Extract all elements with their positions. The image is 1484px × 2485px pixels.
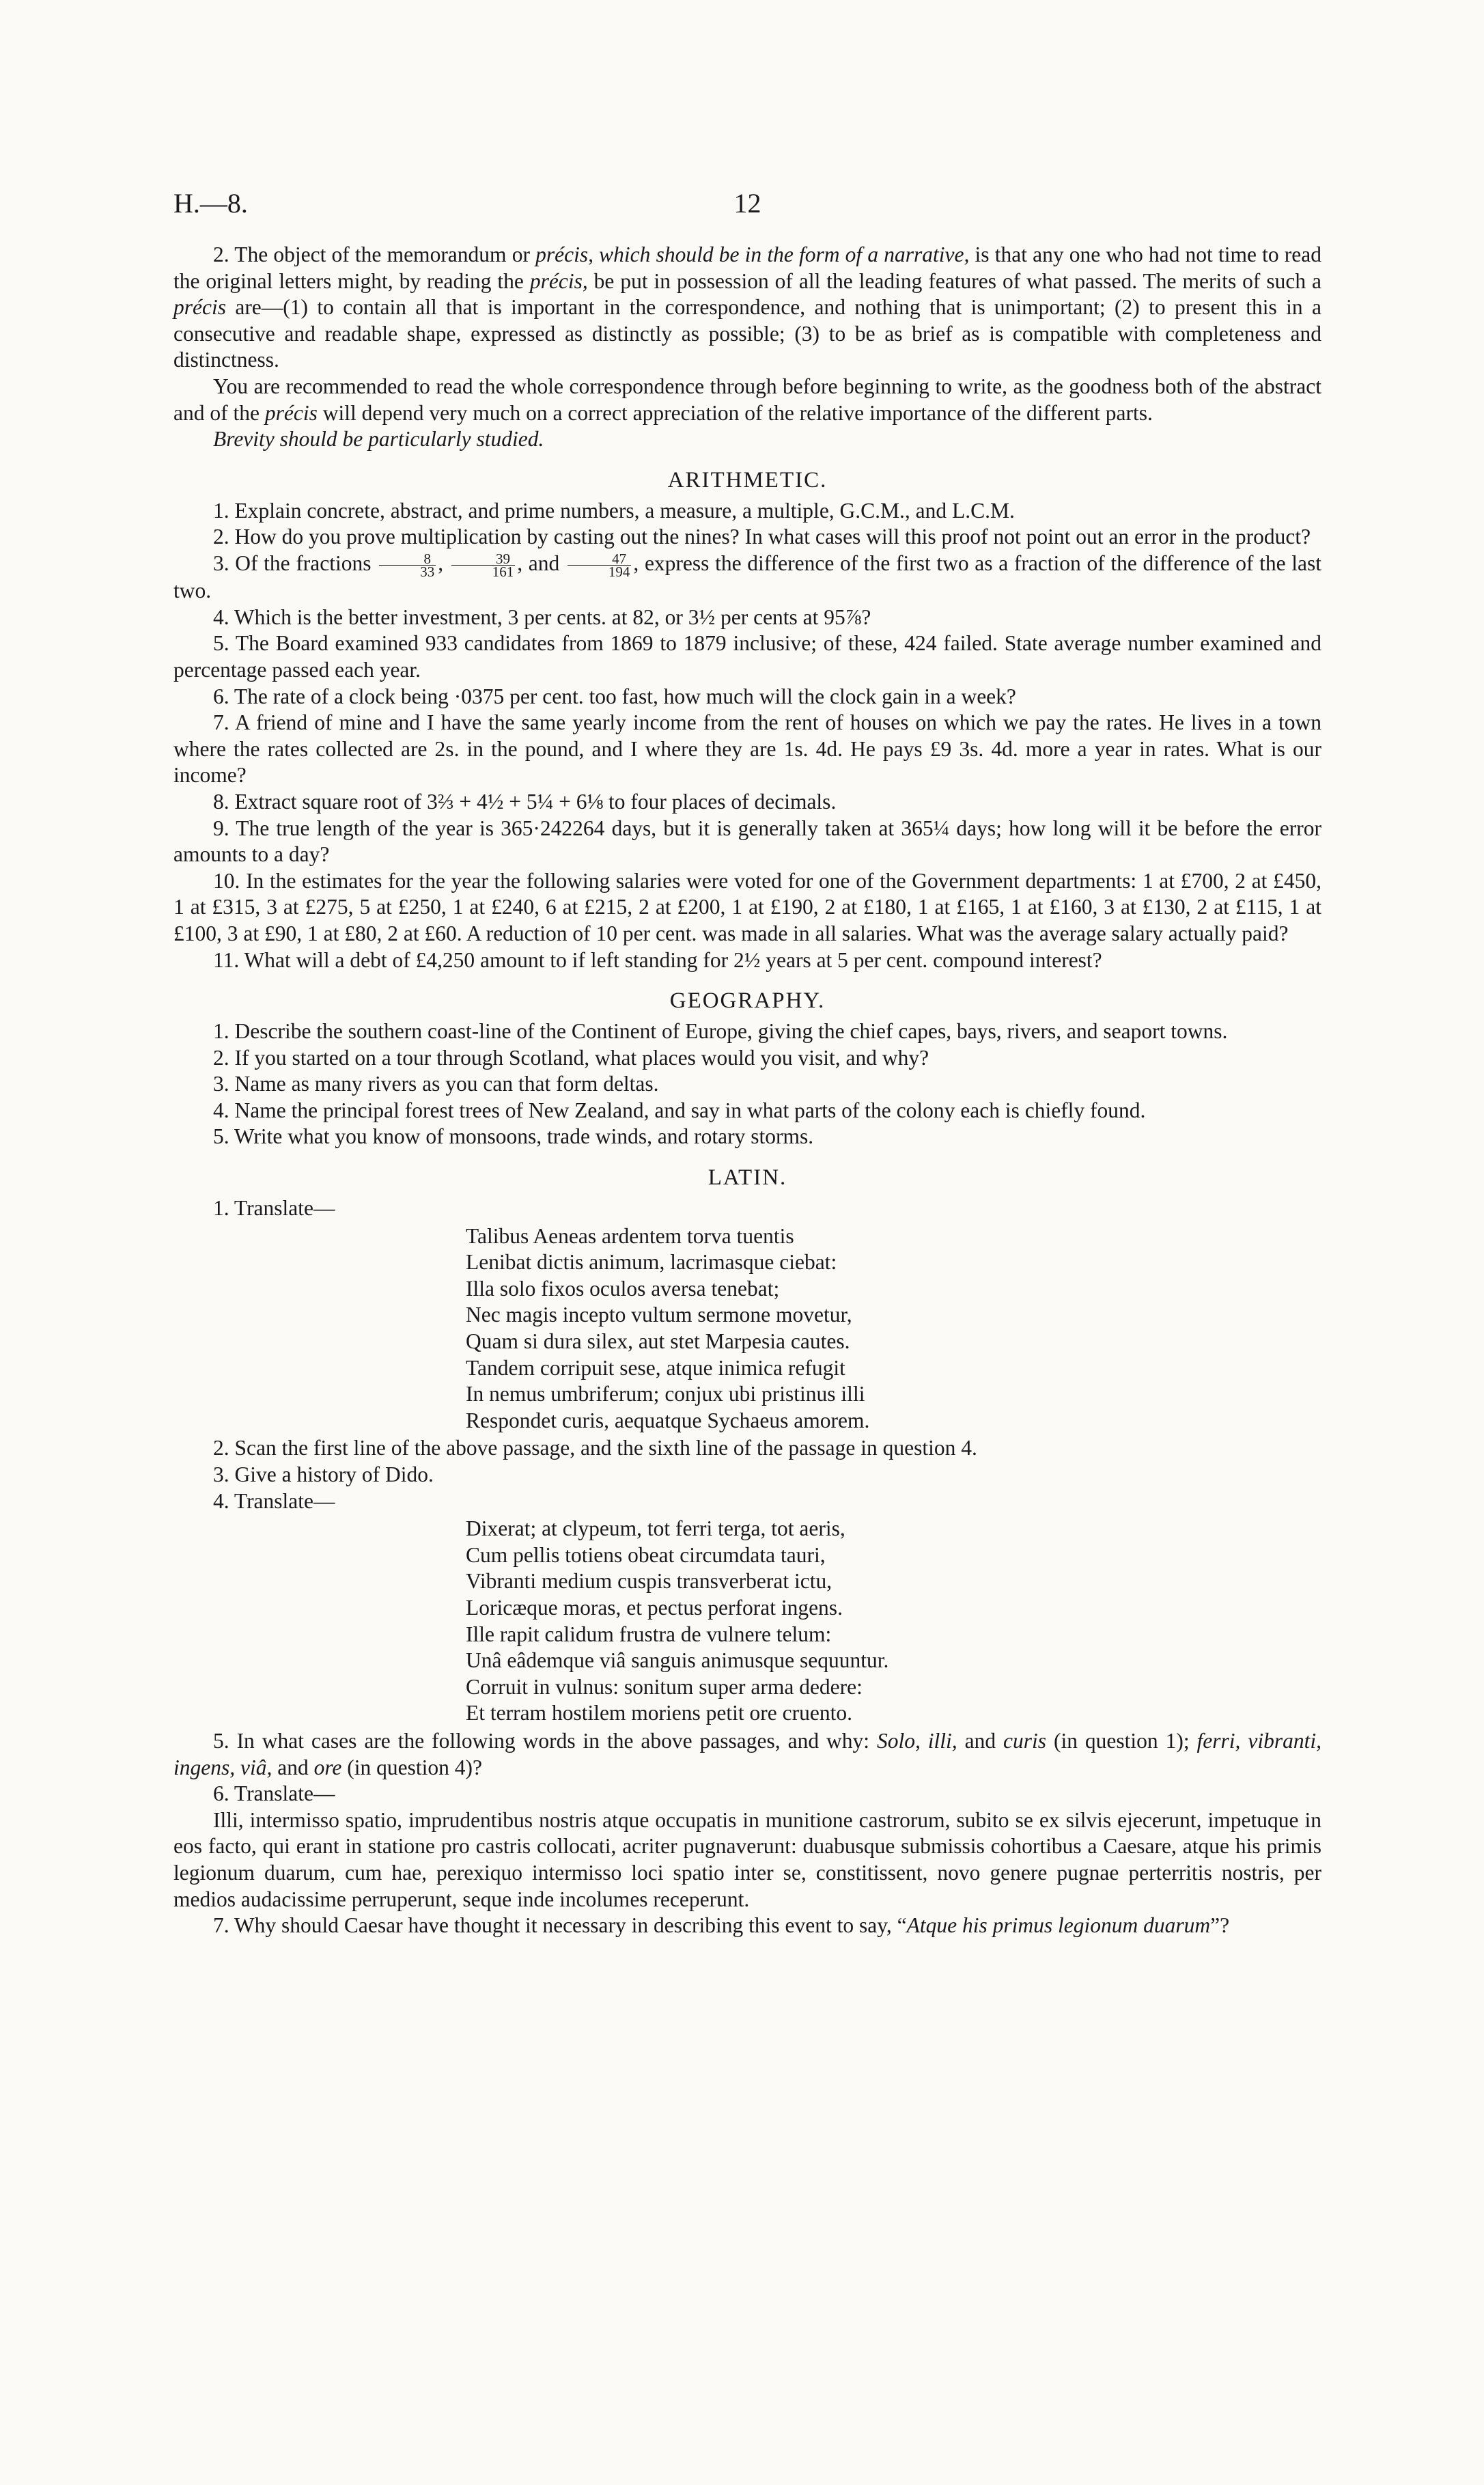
intro-paragraph-1: 2. The object of the memorandum or précis, which should be in the form of a narrative, is that any one who had not time to read the original letters might, by reading the précis, be put in possession of all the leading features of what passed. The merits of such a précis are—(1) to contain all that is important in the correspondence, and nothing that is unimportant; (2) to present this in a consecutive and readable shape, expressed as distinctly as possible; (3) to be as brief as is compatible with completeness and distinctness.: [173, 242, 1321, 372]
verse-line: Quam si dura silex, aut stet Marpesia cautes.: [466, 1329, 850, 1354]
verse-line: Illa solo fixos oculos aversa tenebat;: [466, 1276, 780, 1301]
verse-line: Cum pellis totiens obeat circumdata tauri,: [466, 1542, 826, 1567]
arithmetic-question-8: 8. Extract square root of 3⅔ + 4½ + 5¼ + 6⅛ to four places of decimals.: [213, 789, 837, 814]
latin-question-5: 5. In what cases are the following words in the above passages, and why: Solo, illi, and curis (in question 1); ferri, vibranti, ingens, viâ, and ore (in question 4)?: [173, 1728, 1321, 1779]
verse-line: Tandem corripuit sese, atque inimica refugit: [466, 1355, 845, 1380]
verse-line: Corruit in vulnus: sonitum super arma dedere:: [466, 1674, 863, 1699]
geography-question-1: 1. Describe the southern coast-line of the Continent of Europe, giving the chief capes, bays, rivers, and seaport towns.: [213, 1019, 1228, 1044]
latin-verse-1: [466, 1223, 1321, 1434]
arithmetic-question-1: 1. Explain concrete, abstract, and prime numbers, a measure, a multiple, G.C.M., and L.C.M.: [213, 498, 1015, 523]
verse-line: Lenibat dictis animum, lacrimasque ciebat:: [466, 1250, 837, 1275]
latin-question-7: 7. Why should Caesar have thought it necessary in describing this event to say, “Atque his primus legionum duarum”?: [213, 1913, 1230, 1938]
intro-paragraph-3: Brevity should be particularly studied.: [213, 427, 544, 452]
arithmetic-question-7: 7. A friend of mine and I have the same yearly income from the rent of houses on which we pay the rates. He lives in a town where the rates collected are 2s. in the pound, and I where they are 1s. 4d. He pays £9 3s. 4d. more a year in rates. What is our income?: [173, 710, 1321, 788]
verse-line: Nec magis incepto vultum sermone movetur,: [466, 1303, 852, 1327]
verse-line: Loricæque moras, et pectus perforat ingens.: [466, 1595, 843, 1620]
verse-line: In nemus umbriferum; conjux ubi pristinus illi: [466, 1382, 865, 1406]
latin-question-4-label: 4. Translate—: [213, 1488, 335, 1513]
verse-line: Talibus Aeneas ardentem torva tuentis: [466, 1223, 794, 1248]
verse-line: Ille rapit calidum frustra de vulnere telum:: [466, 1622, 832, 1646]
geography-question-4: 4. Name the principal forest trees of New Zealand, and say in what parts of the colony each is chiefly found.: [213, 1098, 1146, 1122]
intro-paragraph-2: You are recommended to read the whole correspondence through before beginning to write, as the goodness both of the abstract and of the précis will depend very much on a correct appreciation of the relative importance of the different parts.: [173, 374, 1321, 425]
page-header: [173, 189, 1321, 219]
latin-heading: LATIN.: [708, 1165, 787, 1191]
arithmetic-question-11: 11. What will a debt of £4,250 amount to if left standing for 2½ years at 5 per cent. compound interest?: [213, 947, 1102, 972]
verse-line: Vibranti medium cuspis transverberat ictu,: [466, 1569, 832, 1594]
arithmetic-question-10: 10. In the estimates for the year the following salaries were voted for one of the Government departments: 1 at £700, 2 at £450, 1 at £315, 3 at £275, 5 at £250, 1 at £240, 6 at £215, 2 at £200, 1 at £190, 2 at £180, 1 at £165, 1 at £160, 3 at £130, 2 at £115, 1 at £100, 3 at £90, 1 at £80, 2 at £60. A reduction of 10 per cent. was made in all salaries. What was the average salary actually paid?: [173, 868, 1321, 945]
fraction-1: $\frac{8}{33}$: [379, 553, 436, 578]
fraction-3: $\frac{47}{194}$: [568, 553, 632, 578]
geography-question-5: 5. Write what you know of monsoons, trade winds, and rotary storms.: [213, 1124, 814, 1149]
verse-line: Et terram hostilem moriens petit ore cruento.: [466, 1701, 852, 1725]
latin-question-1-label: 1. Translate—: [213, 1196, 335, 1221]
latin-question-3: 3. Give a history of Dido.: [213, 1462, 434, 1487]
latin-question-2: 2. Scan the first line of the above passage, and the sixth line of the passage in question 4.: [213, 1436, 977, 1460]
geography-question-2: 2. If you started on a tour through Scotland, what places would you visit, and why?: [213, 1045, 929, 1070]
fraction-2: $\frac{39}{161}$: [451, 553, 516, 578]
arithmetic-question-5: 5. The Board examined 933 candidates from 1869 to 1879 inclusive; of these, 424 failed. State average number examined and percentage passed each year.: [173, 631, 1321, 682]
verse-line: Unâ eâdemque viâ sanguis animusque sequuntur.: [466, 1648, 889, 1673]
page-number: 12: [733, 188, 761, 219]
document-reference: H.—8.: [173, 188, 248, 219]
geography-question-3: 3. Name as many rivers as you can that form deltas.: [213, 1072, 659, 1096]
arithmetic-question-3: 3. Of the fractions $\frac{8}{33}$ , $\frac{39}{161}$ , and $\frac{47}{194}$ , express the difference of the first two as a fraction of the difference of the last two.: [173, 551, 1322, 603]
arithmetic-question-9: 9. The true length of the year is 365·242264 days, but it is generally taken at 365¼ days; how long will it be before the error amounts to a day?: [173, 816, 1321, 867]
arithmetic-question-6: 6. The rate of a clock being ·0375 per cent. too fast, how much will the clock gain in a week?: [213, 684, 1016, 708]
arithmetic-question-2: 2. How do you prove multiplication by casting out the nines? In what cases will this proof not point out an error in the product?: [213, 525, 1311, 549]
verse-line: Respondet curis, aequatque Sychaeus amorem.: [466, 1408, 870, 1432]
latin-verse-2: [466, 1516, 1321, 1727]
arithmetic-heading: ARITHMETIC.: [667, 467, 828, 492]
geography-heading: GEOGRAPHY.: [669, 988, 826, 1014]
arithmetic-question-4: 4. Which is the better investment, 3 per cents. at 82, or 3½ per cents at 95⅞?: [213, 605, 871, 629]
verse-line: Dixerat; at clypeum, tot ferri terga, tot aeris,: [466, 1516, 845, 1541]
latin-question-6-label: 6. Translate—: [213, 1781, 335, 1806]
latin-question-6-passage: Illi, intermisso spatio, imprudentibus nostris atque occupatis in munitione castrorum, subito se ex silvis ejecerunt, impetuque in eos facto, qui erant in statione pro castris collocati, acriter pugnaverunt: duabusque submissis cohortibus a Caesare, atque his primis legionum duarum, cum hae, perexiquo intermisso loci spatio inter se, constitissent, novo genere pugnae perterritis nostris, per medios audacissime perruperunt, seque inde incolumes receperunt.: [173, 1807, 1321, 1911]
